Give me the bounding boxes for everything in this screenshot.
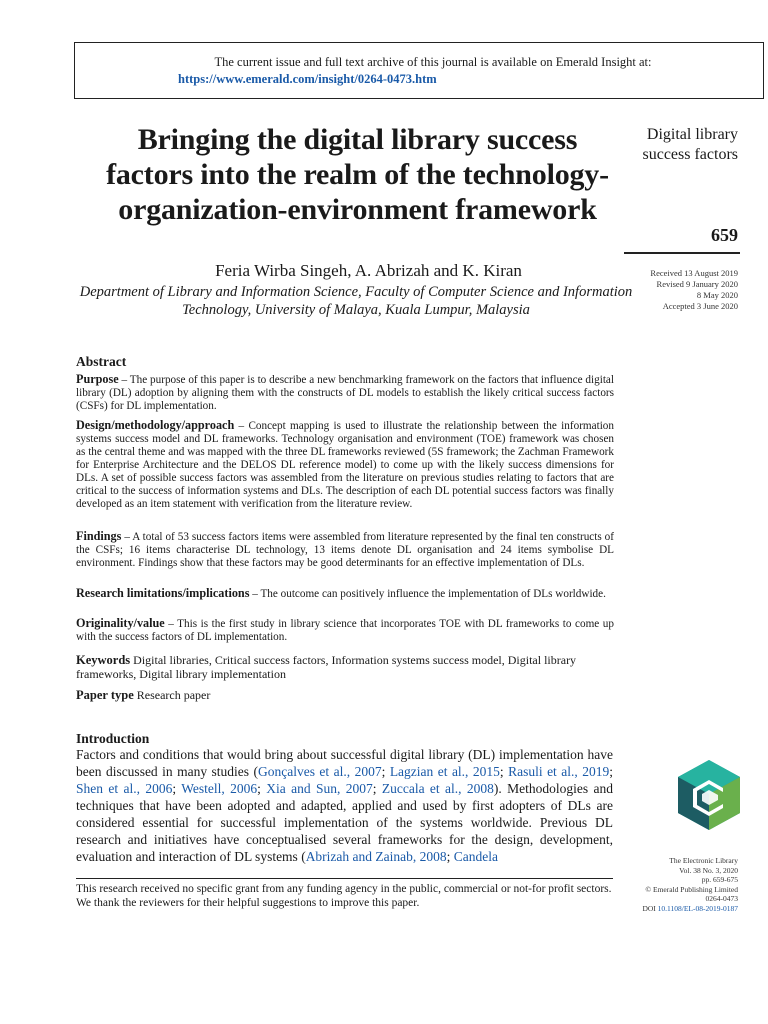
authors: Feria Wirba Singeh, A. Abrizah and K. Kiran <box>215 261 522 280</box>
citation-sep: ; <box>499 764 509 779</box>
design-text: – Concept mapping is used to illustrate the relationship between the information systems success model and DL frameworks. Technology organisation and environment (TOE) framework was chosen as the central theme and was mapped with the three DL frameworks reviewed (5S framework; the Zachman Framework for Enterprise Architecture and the DELOS DL reference model) to come up with the likely success dimensions for DLs. A set of possible success factors was assembled from the literature on previous studies relating to factors that are critical to the success of information systems and DLs. The description of each DL potential success factors was finally developed as an item statement with verification from the literature review. <box>76 420 614 510</box>
citation-link[interactable]: Xia and Sun, 2007 <box>266 781 373 796</box>
citation-sep: ; <box>381 764 390 779</box>
journal-doi <box>608 904 738 914</box>
accepted-line: Accepted 3 June 2020 <box>662 301 738 311</box>
citation-sep: ; <box>609 764 613 779</box>
paper-type-label: Paper type <box>76 688 134 702</box>
paper-type-text: Research paper <box>133 688 211 702</box>
citation-link[interactable]: Gonçalves et al., 2007 <box>258 764 382 779</box>
citation-link[interactable]: Lagzian et al., 2015 <box>389 764 500 779</box>
journal-url-link[interactable]: https://www.emerald.com/insight/0264-0473.htm <box>178 72 437 86</box>
received-line: Received 13 August 2019 <box>650 268 738 278</box>
citation-link[interactable]: Zuccala et al., 2008 <box>381 781 494 796</box>
doi-link[interactable]: 10.1108/EL-08-2019-0187 <box>657 903 738 913</box>
citation-link[interactable]: Abrizah and Zainab, 2008 <box>305 849 447 864</box>
intro-text-1: Factors and conditions that would bring about successful digital library (DL) implementation have been discussed in many studies ( <box>76 747 613 779</box>
abstract-limits <box>76 587 614 601</box>
introduction-text <box>76 746 613 865</box>
journal-name: The Electronic Library <box>669 856 738 865</box>
abstract-purpose <box>76 373 614 413</box>
introduction-heading: Introduction <box>76 731 150 746</box>
paper-title: Bringing the digital library success factors into the realm of the technology-organization-environment framework <box>106 123 609 226</box>
journal-volume: Vol. 38 No. 3, 2020 <box>679 865 738 875</box>
header-box <box>74 42 764 99</box>
originality-label: Originality/value <box>76 616 165 630</box>
design-label: Design/methodology/approach <box>76 418 235 432</box>
footnote-rule <box>76 878 613 879</box>
page-number: 659 <box>711 225 738 245</box>
citation-link[interactable]: Westell, 2006 <box>181 781 258 796</box>
limits-label: Research limitations/implications <box>76 586 250 600</box>
intro-text-2: ). Methodologies and techniques that have been adopted and adapted, applied and used by first adopters of DLs are considered essential for successful implementation of the systems worldwide. Previous DL research and initiatives have conceptualised several frameworks for the design, development, evaluation and interaction of DL systems ( <box>76 781 613 864</box>
affiliation: Department of Library and Information Science, Faculty of Computer Science and Information Technology, University of Malaya, Kuala Lumpur, Malaysia <box>79 284 633 318</box>
citation-sep: ; <box>446 849 454 864</box>
journal-publisher: © Emerald Publishing Limited <box>645 884 738 894</box>
keywords <box>76 653 614 681</box>
findings-label: Findings <box>76 529 122 543</box>
journal-info <box>608 856 738 913</box>
footnote: This research received no specific grant from any funding agency in the public, commercial or not-for profit sectors. We thank the reviewers for their helpful suggestions to improve this paper. <box>76 883 612 909</box>
citation-link[interactable]: Candela <box>453 849 499 864</box>
purpose-label: Purpose <box>76 372 119 386</box>
limits-text: – The outcome can positively influence the implementation of DLs worldwide. <box>249 588 606 600</box>
abstract-originality <box>76 617 614 644</box>
header-notice: The current issue and full text archive of this journal is available on Emerald Insight at: <box>214 55 652 69</box>
revised-line-2: 8 May 2020 <box>696 290 738 300</box>
findings-text: – A total of 53 success factors items were assembled from literature represented by the final ten constructs of the CSFs; 16 items characterise DL technology, 13 items denote DL organisation and 24 items symbolise DL environment. Findings show that these factors may be good determinants for an effective implementation of DLs. <box>76 531 614 569</box>
running-title: Digital library success factors <box>642 126 738 163</box>
citation-sep: ; <box>172 781 182 796</box>
purpose-text: – The purpose of this paper is to describe a new benchmarking framework on the factors that influence digital library (DL) adoption by aligning them with the constructs of DL models to establish the likely critical success factors (CSFs) for DL implementation. <box>76 374 614 412</box>
abstract-heading: Abstract <box>76 354 127 369</box>
journal-pages: pp. 659-675 <box>701 875 738 884</box>
abstract-findings <box>76 530 614 570</box>
originality-text: – This is the first study in library science that incorporates TOE with DL frameworks to come up with the success factors of DL implementation. <box>76 618 614 643</box>
citation-sep: ; <box>257 781 267 796</box>
paper-type <box>76 688 614 702</box>
citation-link[interactable]: Rasuli et al., 2019 <box>508 764 610 779</box>
doi-label: DOI <box>642 903 656 913</box>
emerald-crossref-logo-icon <box>678 760 740 830</box>
abstract-design <box>76 419 614 511</box>
journal-issn: 0264-0473 <box>705 894 738 903</box>
revised-line: Revised 9 January 2020 <box>656 279 738 289</box>
keywords-label: Keywords <box>76 653 131 667</box>
citation-link[interactable]: Shen et al., 2006 <box>76 781 173 796</box>
sidebar-rule <box>624 252 740 254</box>
citation-sep: ; <box>372 781 382 796</box>
keywords-text: Digital libraries, Critical success factors, Information systems success model, Digital library frameworks, Digital library implementation <box>76 653 577 681</box>
received-dates <box>608 268 738 312</box>
